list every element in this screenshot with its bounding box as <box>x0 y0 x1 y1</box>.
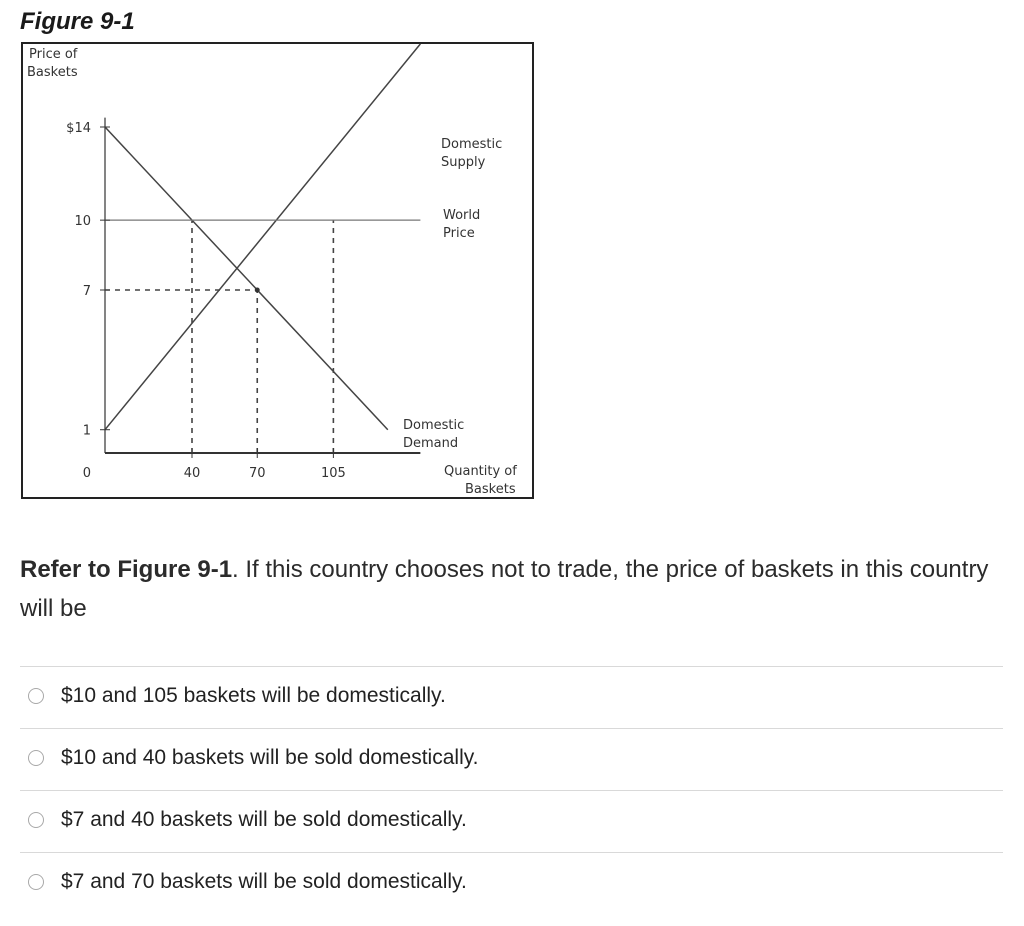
answer-option-label: $7 and 40 baskets will be sold domestically. <box>61 808 467 831</box>
radio-button-b[interactable] <box>28 750 44 766</box>
answer-option-d[interactable] <box>20 853 1003 914</box>
y-axis-label-line-1: Price of <box>29 47 78 62</box>
answer-options <box>20 666 1003 914</box>
x-tick-label-105: 105 <box>320 466 346 481</box>
x-axis-label-line-1: Quantity of <box>444 464 517 479</box>
y-tick-label-0: 0 <box>82 466 91 481</box>
answer-option-a[interactable] <box>20 667 1003 729</box>
y-tick-label-1: 1 <box>82 423 91 439</box>
answer-option-label: $10 and 105 baskets will be domestically. <box>61 684 446 707</box>
y-tick-label-7: 7 <box>82 284 91 299</box>
world-price-label-line-1: World <box>443 208 481 223</box>
y-axis-label-line-2: Baskets <box>27 65 78 80</box>
x-tick-label-40: 40 <box>183 466 201 481</box>
answer-option-label: $7 and 70 baskets will be sold domestically. <box>61 870 467 893</box>
x-axis-label-line-2: Baskets <box>465 482 516 497</box>
x-tick-label-70: 70 <box>248 466 266 481</box>
figure-chart <box>21 42 535 500</box>
equilibrium-point <box>255 288 260 293</box>
figure-title: Figure 9-1 <box>20 8 135 35</box>
radio-button-c[interactable] <box>28 812 44 828</box>
question-body: . If this country chooses not to trade, the price of baskets in this country will be <box>20 556 989 622</box>
supply-label-line-2: Supply <box>441 155 486 170</box>
answer-option-c[interactable] <box>20 791 1003 853</box>
y-tick-label-10: 10 <box>74 214 91 230</box>
y-tick-label-14: $14 <box>66 121 91 136</box>
radio-button-a[interactable] <box>28 688 44 704</box>
answer-option-b[interactable] <box>20 729 1003 791</box>
question-figure-ref: Refer to Figure 9-1 <box>20 556 233 583</box>
answer-option-label: $10 and 40 baskets will be sold domestically. <box>61 746 479 769</box>
supply-label-line-1: Domestic <box>441 137 503 152</box>
question-text <box>20 550 1000 628</box>
chart-svg <box>21 42 535 500</box>
demand-label-line-2: Demand <box>403 436 459 451</box>
radio-button-d[interactable] <box>28 874 44 890</box>
world-price-label-line-2: Price <box>443 226 475 241</box>
demand-label-line-1: Domestic <box>403 418 465 433</box>
